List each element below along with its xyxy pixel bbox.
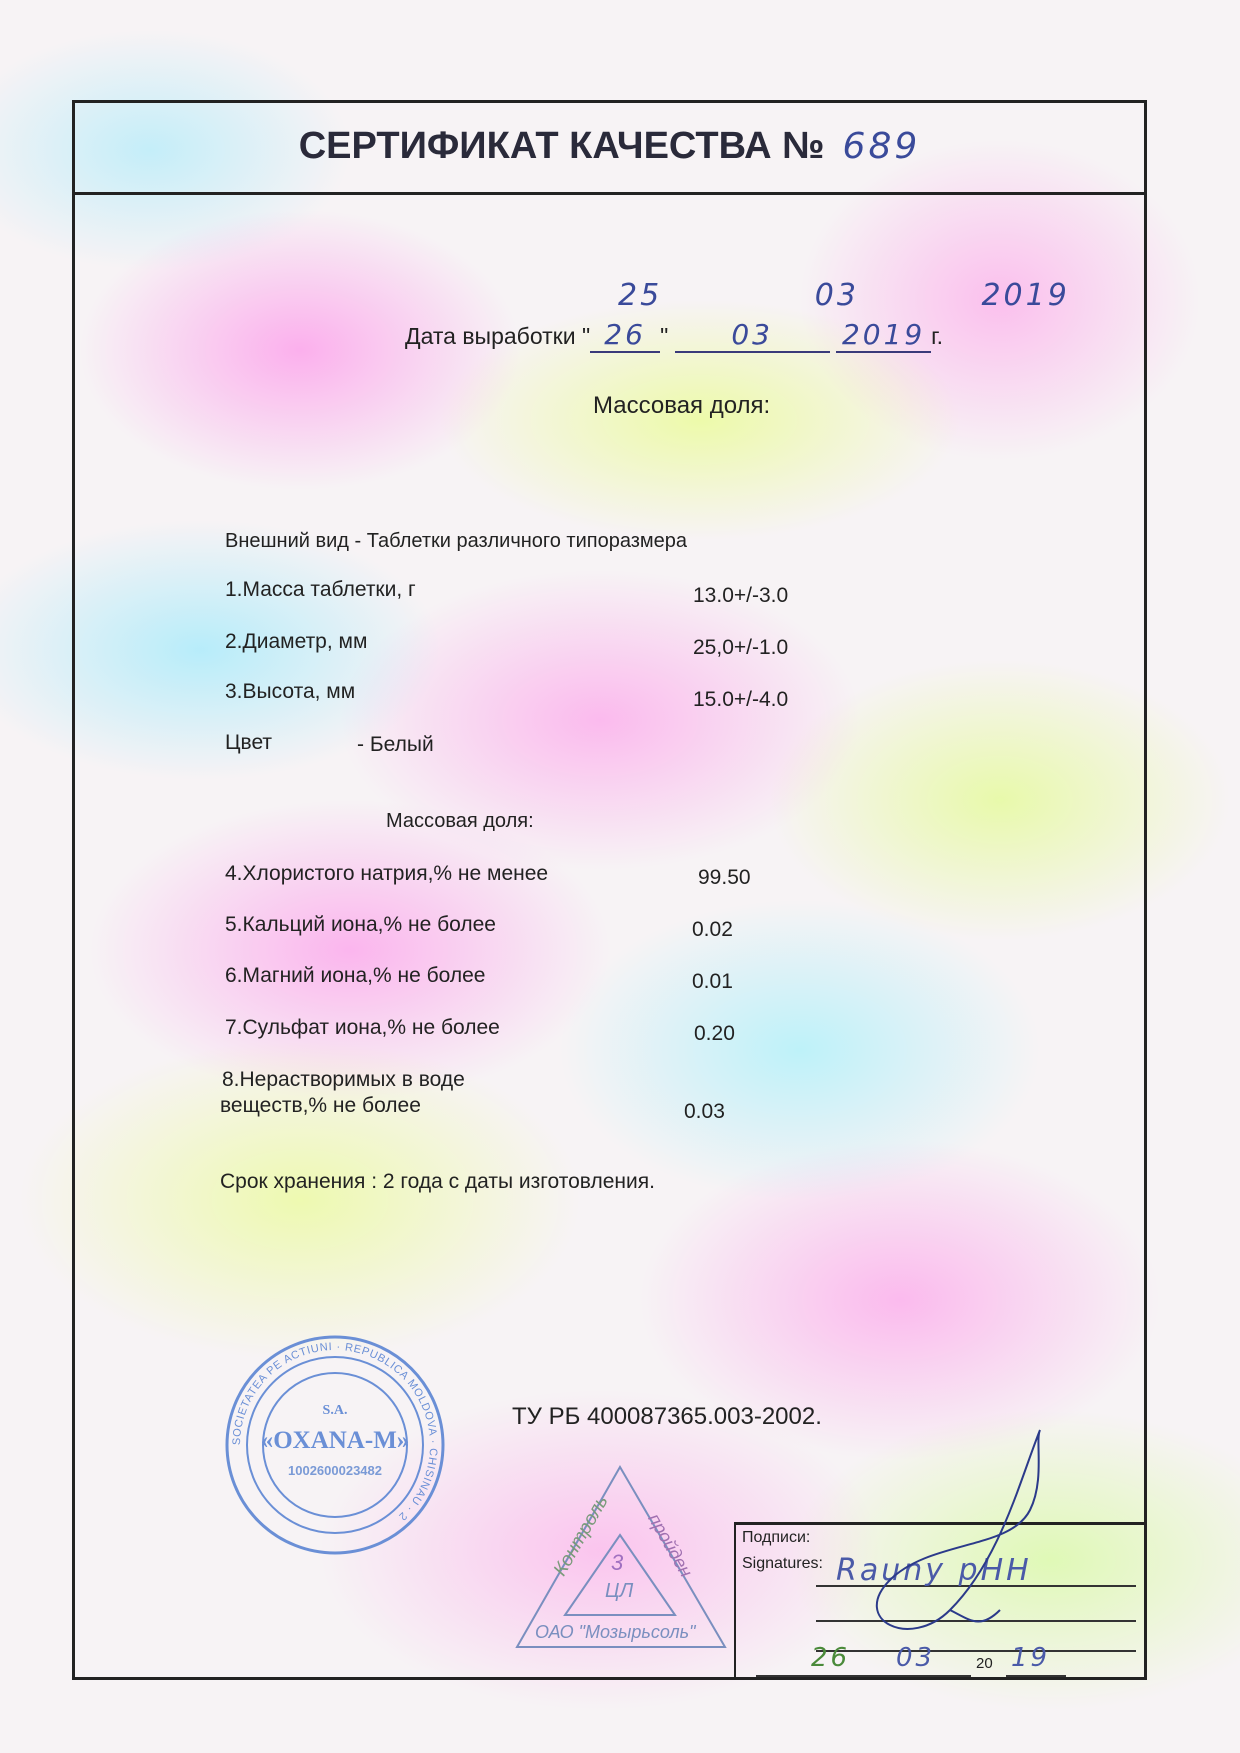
signature-year: 19 bbox=[1011, 1643, 1051, 1673]
production-date-label: Дата выработки bbox=[405, 323, 576, 349]
signature-day: 26 bbox=[811, 1643, 851, 1673]
seal-ring-text: SOCIETATEA PE ACTIUNI · REPUBLICA MOLDOVA · CHISINAU · 2 bbox=[230, 1340, 440, 1523]
corrected-day: 25 bbox=[618, 278, 663, 313]
signature-month: 03 bbox=[896, 1643, 936, 1673]
company-seal bbox=[225, 1335, 445, 1555]
signatures-label-ru: Подписи: bbox=[742, 1529, 811, 1546]
row-label: 3.Высота, мм bbox=[225, 680, 356, 703]
production-month: 03 bbox=[675, 318, 830, 353]
appearance: Внешний вид - Таблетки различного типоразмера bbox=[225, 530, 688, 552]
seal-code: 1002600023482 bbox=[288, 1463, 382, 1478]
title-bar bbox=[72, 100, 1147, 195]
corrected-date bbox=[618, 278, 1070, 313]
row-value: 0.20 bbox=[694, 1022, 735, 1045]
shelf-life: Срок хранения : 2 года с даты изготовления. bbox=[220, 1170, 655, 1193]
row-label: 2.Диаметр, мм bbox=[225, 630, 368, 653]
signature-scribble bbox=[830, 1420, 1060, 1660]
row-label: 1.Масса таблетки, г bbox=[225, 578, 416, 601]
quality-control-stamp bbox=[515, 1465, 730, 1650]
color-value: - Белый bbox=[357, 733, 434, 756]
signatures-label-en: Signatures: bbox=[742, 1555, 823, 1572]
mass-fraction-heading-top: Массовая доля: bbox=[593, 392, 771, 419]
row-value: 0.03 bbox=[684, 1100, 725, 1123]
seal-name: «OXANA-M» bbox=[260, 1427, 410, 1454]
date-line bbox=[756, 1675, 971, 1677]
signature-name: Rauny pHH bbox=[836, 1553, 1032, 1588]
corrected-year: 2019 bbox=[981, 278, 1070, 313]
row-label: 6.Магний иона,% не более bbox=[225, 964, 486, 987]
qc-passed-text: пройден bbox=[644, 1510, 697, 1581]
row-value: 0.02 bbox=[692, 918, 733, 941]
row-value: 25,0+/-1.0 bbox=[693, 636, 789, 659]
certificate-number: 689 bbox=[842, 125, 921, 167]
color-label: Цвет bbox=[225, 731, 273, 754]
date-line bbox=[1006, 1675, 1066, 1677]
row-label: веществ,% не более bbox=[220, 1094, 421, 1117]
corrected-month: 03 bbox=[814, 278, 859, 313]
qc-control-text: Контроль bbox=[549, 1491, 613, 1580]
qc-org: ОАО "Мозырьсоль" bbox=[535, 1622, 696, 1642]
row-value: 0.01 bbox=[692, 970, 733, 993]
seal-sa: S.A. bbox=[322, 1403, 348, 1418]
document-title: СЕРТИФИКАТ КАЧЕСТВА № bbox=[298, 124, 825, 167]
mass-fraction-heading: Массовая доля: bbox=[386, 810, 534, 832]
row-label: 4.Хлористого натрия,% не менее bbox=[225, 862, 549, 885]
standard-reference: ТУ РБ 400087365.003-2002. bbox=[512, 1403, 822, 1430]
row-label: 5.Кальций иона,% не более bbox=[225, 913, 496, 936]
production-day: 26 bbox=[590, 318, 660, 353]
production-year: 2019 bbox=[836, 318, 931, 353]
year-suffix: г. bbox=[931, 323, 944, 349]
production-date: Дата выработки " 26 " 03 2019 г. bbox=[405, 318, 944, 351]
qc-number: 3 bbox=[611, 1550, 624, 1575]
row-value: 15.0+/-4.0 bbox=[693, 688, 789, 711]
row-value: 99.50 bbox=[698, 866, 751, 889]
row-label: 8.Нерастворимых в воде bbox=[222, 1068, 465, 1091]
signature-century: 20 bbox=[976, 1655, 993, 1672]
row-label: 7.Сульфат иона,% не более bbox=[225, 1016, 500, 1039]
row-value: 13.0+/-3.0 bbox=[693, 584, 789, 607]
qc-dept: ЦЛ bbox=[605, 1580, 634, 1602]
